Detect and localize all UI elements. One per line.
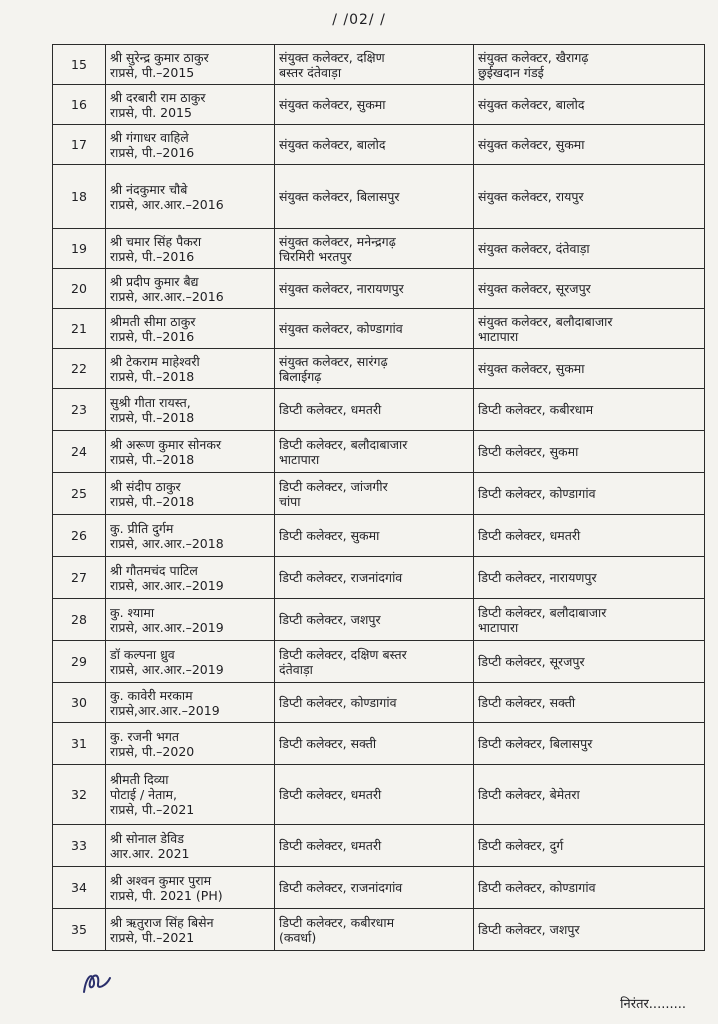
table-body	[53, 45, 705, 951]
new-posting-cell	[474, 229, 705, 269]
name-line: राप्रसे, आर.आर.–2019	[110, 661, 224, 677]
name-line: श्री गंगाधर वाहिले	[110, 129, 189, 145]
name-line: श्री अरूण कुमार सोनकर	[110, 436, 222, 452]
current-posting-line: डिप्टी कलेक्टर, धमतरी	[279, 838, 382, 853]
new-posting-line: संयुक्त कलेक्टर, खैरागढ़	[478, 49, 589, 65]
name-line: राप्रसे, पी.–2015	[110, 64, 195, 80]
name-line: राप्रसे, आर.आर.–2016	[110, 288, 224, 304]
current-posting-line: चिरमिरी भरतपुर	[279, 248, 352, 264]
name-line: राप्रसे, पी.–2016	[110, 144, 195, 160]
new-posting-line: डिप्टी कलेक्टर, बिलासपुर	[478, 736, 593, 751]
signature-mark	[76, 960, 116, 1000]
name-cell	[106, 349, 275, 389]
name-cell	[106, 515, 275, 557]
new-posting-cell	[474, 389, 705, 431]
name-line: राप्रसे,आर.आर.–2019	[110, 702, 220, 718]
table-row	[53, 909, 705, 951]
serial-number-cell: 24	[53, 431, 106, 473]
serial-number-cell: 21	[53, 309, 106, 349]
name-line: कु. प्रीति दुर्गम	[110, 520, 174, 536]
new-posting-line: डिप्टी कलेक्टर, कबीरधाम	[478, 402, 594, 417]
new-posting-line: डिप्टी कलेक्टर, जशपुर	[478, 922, 580, 937]
name-line: राप्रसे, पी.–2018	[110, 493, 195, 509]
serial-number-cell: 30	[53, 683, 106, 723]
new-posting-cell	[474, 765, 705, 825]
new-posting-line: डिप्टी कलेक्टर, बलौदाबाजार	[478, 604, 607, 620]
name-line: कु. कावेरी मरकाम	[110, 687, 193, 703]
new-posting-line: संयुक्त कलेक्टर, सूरजपुर	[478, 281, 591, 296]
table-row	[53, 165, 705, 229]
name-cell	[106, 825, 275, 867]
current-posting-cell	[275, 473, 474, 515]
serial-number-cell: 29	[53, 641, 106, 683]
new-posting-cell	[474, 723, 705, 765]
current-posting-line: भाटापारा	[279, 451, 320, 467]
current-posting-cell	[275, 309, 474, 349]
name-line: श्री चमार सिंह पैकरा	[110, 233, 202, 249]
new-posting-line: संयुक्त कलेक्टर, दंतेवाड़ा	[478, 241, 590, 256]
new-posting-line: डिप्टी कलेक्टर, धमतरी	[478, 528, 581, 543]
name-line: आर.आर. 2021	[110, 845, 190, 861]
current-posting-line: संयुक्त कलेक्टर, मनेन्द्रगढ़	[279, 233, 396, 249]
current-posting-line: (कवर्धा)	[279, 929, 317, 945]
table-row	[53, 683, 705, 723]
serial-number-cell: 15	[53, 45, 106, 85]
table-row	[53, 515, 705, 557]
new-posting-line: डिप्टी कलेक्टर, सूरजपुर	[478, 654, 585, 669]
name-line: राप्रसे, आर.आर.–2019	[110, 577, 224, 593]
serial-number-cell: 17	[53, 125, 106, 165]
current-posting-cell	[275, 723, 474, 765]
name-line: श्री प्रदीप कुमार बैद्य	[110, 273, 199, 289]
name-line: श्री सोनाल डेविड	[110, 830, 184, 846]
current-posting-line: बिलाईगढ़	[279, 368, 322, 384]
name-line: श्री गौतमचंद पाटिल	[110, 562, 198, 578]
current-posting-line: डिप्टी कलेक्टर, राजनांदगांव	[279, 880, 403, 895]
new-posting-line: संयुक्त कलेक्टर, सुकमा	[478, 137, 585, 152]
table-row	[53, 825, 705, 867]
current-posting-cell	[275, 641, 474, 683]
serial-number-cell: 27	[53, 557, 106, 599]
name-cell	[106, 389, 275, 431]
name-cell	[106, 765, 275, 825]
name-line: राप्रसे, आर.आर.–2019	[110, 619, 224, 635]
new-posting-line: भाटापारा	[478, 619, 519, 635]
table-row	[53, 473, 705, 515]
serial-number-cell: 22	[53, 349, 106, 389]
name-cell	[106, 599, 275, 641]
current-posting-cell	[275, 867, 474, 909]
table-row	[53, 431, 705, 473]
current-posting-line: डिप्टी कलेक्टर, कोण्डागांव	[279, 695, 397, 710]
new-posting-line: डिप्टी कलेक्टर, नारायणपुर	[478, 570, 597, 585]
current-posting-line: संयुक्त कलेक्टर, दक्षिण	[279, 49, 385, 65]
table-row	[53, 269, 705, 309]
current-posting-cell	[275, 85, 474, 125]
name-cell	[106, 431, 275, 473]
current-posting-cell	[275, 349, 474, 389]
new-posting-line: डिप्टी कलेक्टर, कोण्डागांव	[478, 486, 596, 501]
current-posting-cell	[275, 765, 474, 825]
new-posting-cell	[474, 557, 705, 599]
serial-number-cell: 20	[53, 269, 106, 309]
name-cell	[106, 229, 275, 269]
current-posting-line: बस्तर दंतेवाड़ा	[279, 64, 342, 80]
new-posting-line: डिप्टी कलेक्टर, दुर्ग	[478, 838, 564, 853]
new-posting-cell	[474, 825, 705, 867]
name-line: राप्रसे, पी.–2016	[110, 328, 195, 344]
new-posting-cell	[474, 515, 705, 557]
new-posting-line: डिप्टी कलेक्टर, कोण्डागांव	[478, 880, 596, 895]
table-row	[53, 309, 705, 349]
new-posting-cell	[474, 867, 705, 909]
name-line: राप्रसे, पी.–2021	[110, 929, 195, 945]
table-row	[53, 85, 705, 125]
current-posting-line: संयुक्त कलेक्टर, बिलासपुर	[279, 189, 400, 204]
serial-number-cell: 28	[53, 599, 106, 641]
name-line: राप्रसे, पी. 2015	[110, 104, 192, 120]
page-number: / /02/ /	[332, 12, 386, 28]
table-row	[53, 765, 705, 825]
name-cell	[106, 557, 275, 599]
current-posting-line: डिप्टी कलेक्टर, कबीरधाम	[279, 914, 395, 930]
transfer-table	[52, 44, 705, 951]
new-posting-cell	[474, 473, 705, 515]
table-row	[53, 867, 705, 909]
current-posting-cell	[275, 825, 474, 867]
new-posting-cell	[474, 349, 705, 389]
table-row	[53, 229, 705, 269]
name-line: राप्रसे, पी.–2021	[110, 802, 195, 817]
name-line: डॉ कल्पना ध्रुव	[110, 646, 175, 662]
current-posting-line: डिप्टी कलेक्टर, सक्ती	[279, 736, 377, 751]
new-posting-cell	[474, 125, 705, 165]
current-posting-line: संयुक्त कलेक्टर, बालोद	[279, 137, 386, 152]
new-posting-line: संयुक्त कलेक्टर, बलौदाबाजार	[478, 313, 613, 329]
serial-number-cell: 19	[53, 229, 106, 269]
table-row	[53, 349, 705, 389]
serial-number-cell: 23	[53, 389, 106, 431]
table-row	[53, 389, 705, 431]
current-posting-cell	[275, 515, 474, 557]
current-posting-cell	[275, 557, 474, 599]
current-posting-cell	[275, 45, 474, 85]
serial-number-cell: 34	[53, 867, 106, 909]
new-posting-cell	[474, 309, 705, 349]
name-cell	[106, 641, 275, 683]
current-posting-line: संयुक्त कलेक्टर, कोण्डागांव	[279, 321, 403, 336]
current-posting-line: डिप्टी कलेक्टर, सुकमा	[279, 528, 380, 543]
name-line: राप्रसे, पी. 2021 (PH)	[110, 887, 223, 903]
continued-note: निरंतर.........	[620, 997, 686, 1012]
current-posting-line: संयुक्त कलेक्टर, सारंगढ़	[279, 353, 388, 369]
serial-number-cell: 18	[53, 165, 106, 229]
new-posting-cell	[474, 165, 705, 229]
current-posting-line: संयुक्त कलेक्टर, नारायणपुर	[279, 281, 404, 296]
current-posting-cell	[275, 389, 474, 431]
new-posting-cell	[474, 269, 705, 309]
name-cell	[106, 683, 275, 723]
table-row	[53, 599, 705, 641]
serial-number-cell: 26	[53, 515, 106, 557]
name-line: श्रीमती सीमा ठाकुर	[110, 313, 196, 329]
current-posting-cell	[275, 599, 474, 641]
name-line: राप्रसे, पी.–2018	[110, 409, 195, 425]
new-posting-cell	[474, 641, 705, 683]
current-posting-cell	[275, 431, 474, 473]
table-row	[53, 723, 705, 765]
name-line: श्रीमती दिव्या	[110, 772, 169, 787]
name-cell	[106, 473, 275, 515]
table-row	[53, 557, 705, 599]
name-cell	[106, 45, 275, 85]
current-posting-cell	[275, 683, 474, 723]
current-posting-cell	[275, 909, 474, 951]
new-posting-line: डिप्टी कलेक्टर, सक्ती	[478, 695, 576, 710]
new-posting-cell	[474, 683, 705, 723]
new-posting-line: संयुक्त कलेक्टर, रायपुर	[478, 189, 584, 204]
name-line: श्री संदीप ठाकुर	[110, 478, 181, 494]
current-posting-line: चांपा	[279, 493, 301, 509]
name-line: राप्रसे, आर.आर.–2016	[110, 196, 224, 212]
name-cell	[106, 723, 275, 765]
new-posting-cell	[474, 85, 705, 125]
new-posting-cell	[474, 431, 705, 473]
name-cell	[106, 269, 275, 309]
current-posting-line: डिप्टी कलेक्टर, धमतरी	[279, 787, 382, 802]
serial-number-cell: 33	[53, 825, 106, 867]
name-line: श्री अश्वन कुमार पुराम	[110, 872, 212, 888]
current-posting-line: डिप्टी कलेक्टर, जशपुर	[279, 612, 381, 627]
name-cell	[106, 125, 275, 165]
name-cell	[106, 85, 275, 125]
current-posting-line: डिप्टी कलेक्टर, राजनांदगांव	[279, 570, 403, 585]
name-line: राप्रसे, पी.–2020	[110, 743, 195, 759]
name-line: कु. रजनी भगत	[110, 728, 180, 744]
name-line: कु. श्यामा	[110, 604, 155, 620]
table-row	[53, 45, 705, 85]
new-posting-line: डिप्टी कलेक्टर, बेमेतरा	[478, 787, 580, 802]
name-line: श्री टेकराम माहेश्वरी	[110, 353, 200, 369]
current-posting-cell	[275, 125, 474, 165]
name-line: श्री नंदकुमार चौबे	[110, 181, 188, 197]
table-row	[53, 641, 705, 683]
current-posting-line: डिप्टी कलेक्टर, बलौदाबाजार	[279, 436, 408, 452]
new-posting-cell	[474, 45, 705, 85]
name-line: श्री सुरेन्द्र कुमार ठाकुर	[110, 49, 209, 65]
current-posting-line: डिप्टी कलेक्टर, दक्षिण बस्तर	[279, 646, 407, 662]
current-posting-line: संयुक्त कलेक्टर, सुकमा	[279, 97, 386, 112]
name-cell	[106, 909, 275, 951]
current-posting-cell	[275, 229, 474, 269]
name-line: पोटाई / नेताम,	[110, 787, 177, 802]
new-posting-line: भाटापारा	[478, 328, 519, 344]
name-line: राप्रसे, पी.–2018	[110, 451, 195, 467]
serial-number-cell: 31	[53, 723, 106, 765]
new-posting-line: डिप्टी कलेक्टर, सुकमा	[478, 444, 579, 459]
current-posting-line: डिप्टी कलेक्टर, जांजगीर	[279, 478, 388, 494]
new-posting-line: संयुक्त कलेक्टर, बालोद	[478, 97, 585, 112]
serial-number-cell: 16	[53, 85, 106, 125]
name-line: श्री ऋतुराज सिंह बिसेन	[110, 914, 214, 930]
name-cell	[106, 165, 275, 229]
name-line: राप्रसे, पी.–2016	[110, 248, 195, 264]
current-posting-line: डिप्टी कलेक्टर, धमतरी	[279, 402, 382, 417]
name-cell	[106, 867, 275, 909]
name-line: राप्रसे, पी.–2018	[110, 368, 195, 384]
new-posting-line: छुईखदान गंडई	[478, 64, 544, 80]
current-posting-cell	[275, 269, 474, 309]
name-cell	[106, 309, 275, 349]
new-posting-cell	[474, 599, 705, 641]
serial-number-cell: 25	[53, 473, 106, 515]
serial-number-cell: 32	[53, 765, 106, 825]
serial-number-cell: 35	[53, 909, 106, 951]
current-posting-line: दंतेवाड़ा	[279, 661, 313, 677]
new-posting-cell	[474, 909, 705, 951]
name-line: सुश्री गीता रायस्त,	[110, 394, 191, 410]
current-posting-cell	[275, 165, 474, 229]
table-row	[53, 125, 705, 165]
name-line: श्री दरबारी राम ठाकुर	[110, 89, 206, 105]
name-line: राप्रसे, आर.आर.–2018	[110, 535, 224, 551]
new-posting-line: संयुक्त कलेक्टर, सुकमा	[478, 361, 585, 376]
